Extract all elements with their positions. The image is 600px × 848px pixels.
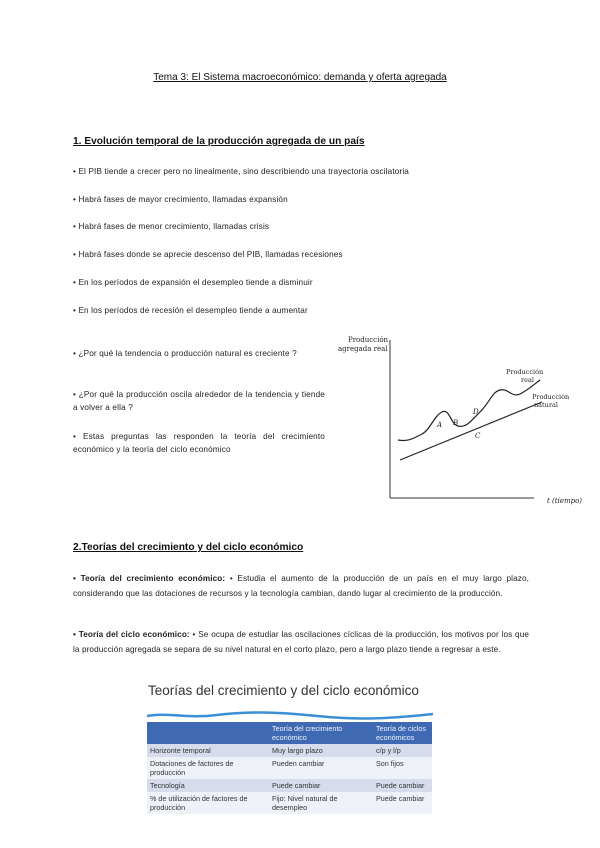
table-cell: Muy largo plazo [269, 744, 373, 757]
cycle-theory-lead: • Teoría del ciclo económico: [73, 630, 190, 639]
table-cell: Tecnología [147, 779, 269, 792]
production-cycle-figure [334, 330, 596, 510]
growth-theory-lead: • Teoría del crecimiento económico: [73, 574, 226, 583]
table-header-cycle: Teoría de ciclos económicos [373, 722, 432, 744]
bullet-pib-oscillation: • El PIB tiende a crecer pero no linealmente, sino describiendo una trayectoria oscilatoria [73, 167, 410, 176]
table-row [147, 792, 432, 814]
table-cell: c/p y l/p [373, 744, 432, 757]
x-axis-label: t (tiempo) [547, 497, 583, 505]
point-c-label: C [475, 432, 481, 440]
answer-theories: • Estas preguntas las responden la teoría del crecimiento económico y la teoría del ciclo económico [73, 432, 325, 454]
real-label-line1: Producción [506, 368, 544, 376]
cycle-theory-paragraph [73, 628, 529, 657]
growth-theory-text: • Estudia el aumento de la producción de un país en el muy largo plazo, considerando que las dotaciones de recursos y la tecnología cambian, dando lugar al crecimiento de la producción. [73, 574, 529, 598]
point-d-label: D [473, 408, 479, 416]
section-2-heading: 2.Teorías del crecimiento y del ciclo económico [73, 542, 304, 553]
natural-label-line2: natural [534, 401, 558, 409]
table-header-growth: Teoría del crecimiento económico [269, 722, 373, 744]
point-b-label: B [453, 419, 459, 427]
table-cell: Puede cambiar [373, 779, 432, 792]
table-header-row [147, 722, 432, 744]
natural-label-line1: Producción [532, 393, 570, 401]
table-cell: Pueden cambiar [269, 757, 373, 779]
table-cell: Fijo: Nivel natural de desempleo [269, 792, 373, 814]
table-row [147, 779, 432, 792]
y-axis-label-line1: Producción [348, 336, 389, 344]
theories-comparison-table [147, 722, 432, 814]
point-a-label: A [437, 421, 443, 429]
bullet-expansion: • Habrá fases de mayor crecimiento, llamadas expansión [73, 195, 288, 204]
bullet-expansion-unemployment: • En los períodos de expansión el desempleo tiende a disminuir [73, 278, 313, 287]
real-label-line2: real [521, 376, 534, 384]
growth-theory-paragraph [73, 572, 529, 601]
question-natural-trend: • ¿Por qué la tendencia o producción natural es creciente ? [73, 349, 297, 358]
bullet-recession: • Habrá fases donde se aprecie descenso del PIB, llamadas recesiones [73, 250, 343, 259]
section-1-heading: 1. Evolución temporal de la producción agregada de un país [73, 136, 365, 147]
question-oscillation: • ¿Por qué la producción oscila alrededor de la tendencia y tiende a volver a ella ? [73, 390, 325, 412]
table-cell: Son fijos [373, 757, 432, 779]
table-row [147, 757, 432, 779]
table-cell: Puede cambiar [373, 792, 432, 814]
table-cell: Puede cambiar [269, 779, 373, 792]
decorative-wave [147, 710, 433, 720]
table-cell: Dotaciones de factores de producción [147, 757, 269, 779]
cycle-theory-text: • Se ocupa de estudiar las oscilaciones cíclicas de la producción, los motivos por los que la producción agregada se separa de su nivel natural en el corto plazo, pero a largo plazo tiende a regresar a este. [73, 630, 529, 654]
bullet-recession-unemployment: • En los períodos de recesión el desempleo tiende a aumentar [73, 306, 308, 315]
bullet-crisis: • Habrá fases de menor crecimiento, llamadas crisis [73, 222, 270, 231]
y-axis-label-line2: agregada real [338, 345, 388, 353]
table-cell: % de utilización de factores de producción [147, 792, 269, 814]
table-row [147, 744, 432, 757]
table-cell: Horizonte temporal [147, 744, 269, 757]
document-title: Tema 3: El Sistema macroeconómico: demanda y oferta agregada [153, 72, 447, 83]
natural-production-line [400, 402, 542, 460]
table-title: Teorías del crecimiento y del ciclo económico [148, 683, 419, 698]
table-header-empty [147, 722, 269, 744]
